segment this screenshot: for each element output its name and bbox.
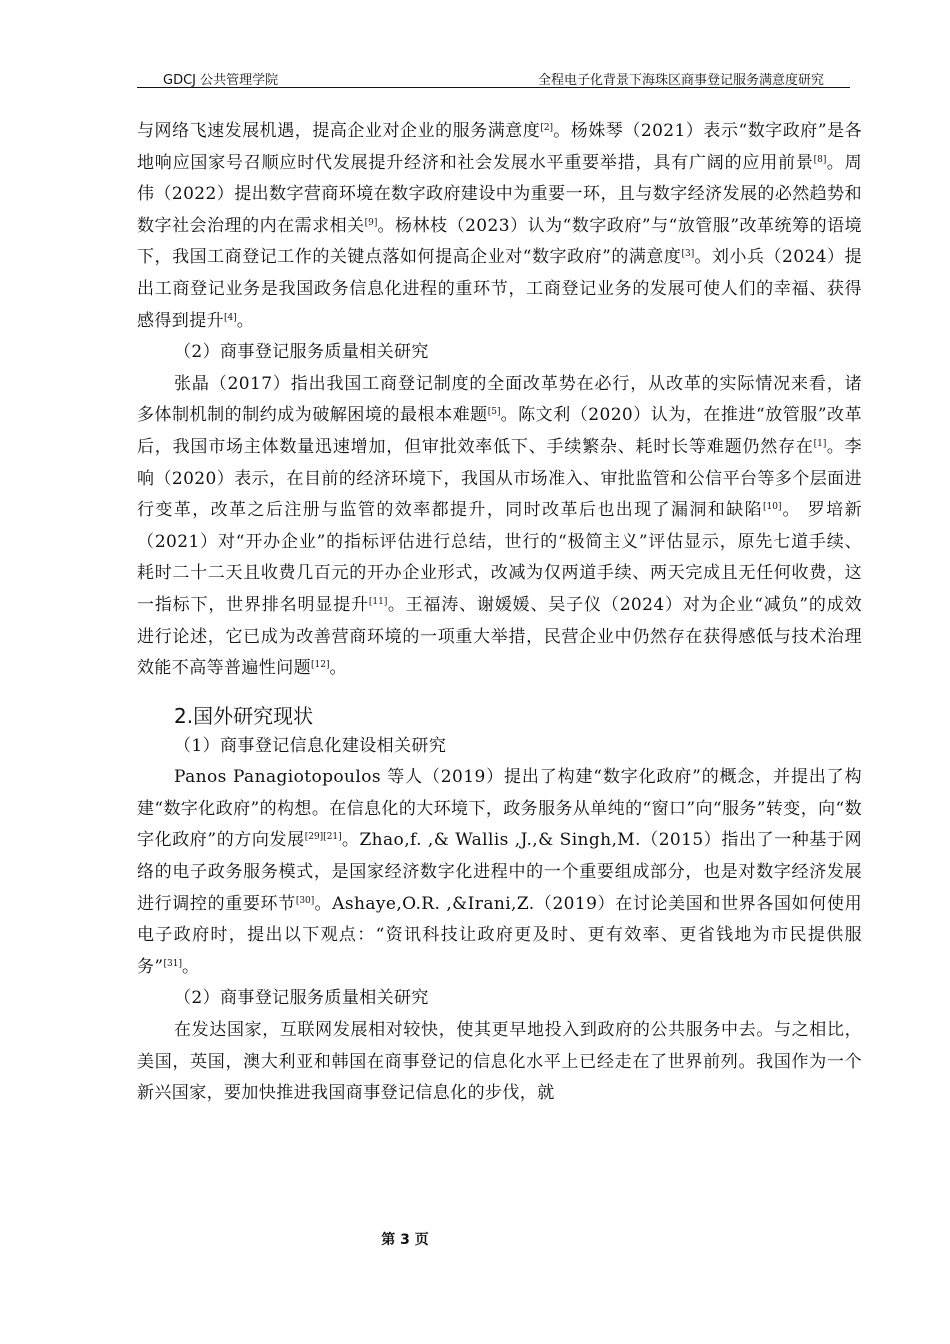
citation: [30]	[295, 895, 315, 906]
paragraph-foreign-service-quality: 在发达国家，互联网发展相对较快，使其更早地投入到政府的公共服务中去。与之相比，美国，英国，澳大利亚和韩国在商事登记的信息化水平上已经走在了世界前列。我国作为一个新兴国家，要加快推进我国商事登记信息化的步伐，就	[137, 1020, 862, 1104]
header-rule	[137, 87, 850, 88]
page-header	[137, 66, 850, 86]
text-run: 。	[236, 310, 255, 331]
subheading-domestic-service-quality: （2）商事登记服务质量相关研究	[174, 342, 429, 363]
header-institution: GDCJ 公共管理学院	[163, 73, 279, 88]
text-run: 。周伟（2022）提出数字营商环境在数字政府建设中为重要一环，且与数字经济发展的必然趋势和数字社会治理的内在需求相关	[137, 152, 862, 236]
text-run: 。	[329, 658, 347, 679]
paragraph-domestic-digital-gov	[137, 116, 862, 337]
text-run: 张晶（2017）指出我国工商登记制度的全面改革势在必行，从改革的实际情况来看，诸多体制机制的制约成为破解困境的最根本难题	[137, 373, 862, 426]
citation: [10]	[763, 502, 782, 513]
text-run: 。Ashaye,O.R. ,&Irani,Z.（2019）在讨论美国和世界各国如何使用电子政府时，提出以下观点：“资讯科技让政府更及时、更有效率、更省钱地为市民提供服务”	[137, 893, 862, 977]
subheading-foreign-informatization: （1）商事登记信息化建设相关研究	[174, 735, 447, 756]
text-run: 。陈文利（2020）认为，在推进“放管服”改革后，我国市场主体数量迅速增加，但审批效率低下、手续繁杂、耗时长等难题仍然存在	[137, 405, 862, 457]
text-run: 。杨姝琴（2021）表示“数字政府”是各地响应国家号召顺应时代发展提升经济和社会发展水平重要举措，具有广阔的应用前景	[137, 121, 862, 173]
text-run: 。李响（2020）表示，在目前的经济环境下，我国从市场准入、审批监管和公信平台等多个层面进行变革，改革之后注册与监管的效率都提升，同时改革后也出现了漏洞和缺陷	[137, 436, 862, 521]
text-run: Panos Panagiotopoulos 等人（2019）提出了构建“数字化政府”的概念，并提出了构建“数字化政府”的构想。在信息化的大环境下，政务服务从单纯的“窗口”向“服务”转变，向“数字化政府”的方向发展	[137, 767, 862, 851]
text-run: 。杨林枝（2023）认为“数字政府”与“放管服”改革统筹的语境下，我国工商登记工作的关键点落如何提高企业对“数字政府”的满意度	[137, 215, 862, 268]
page-number: 第 3 页	[381, 1232, 429, 1248]
citation: [8]	[813, 154, 827, 165]
citation: [1]	[813, 438, 827, 449]
text-run: 。Zhao,f. ,& Wallis ,J.,& Singh,M.（2015）指出了一种基于网络的电子政务服务模式，是国家经济数字化进程中的一个重要组成部分，也是对数字经济发展进行调控的重要环节	[137, 830, 862, 914]
citation: [3]	[681, 249, 695, 260]
text-run: 与网络飞速发展机遇，提高企业对企业的服务满意度	[137, 121, 541, 141]
citation: [31]	[163, 958, 182, 969]
paragraph-domestic-service-quality	[137, 369, 862, 685]
citation: [4]	[224, 312, 237, 323]
citation: [9]	[364, 217, 378, 228]
citation: [29][21]	[304, 832, 342, 843]
header-title: 全程电子化背景下海珠区商事登记服务满意度研究	[537, 73, 824, 88]
citation: [5]	[487, 407, 501, 418]
citation: [2]	[540, 123, 554, 133]
text-run: 。王福涛、谢媛媛、吴子仪（2024）对为企业“减负”的成效进行论述，它已成为改善营商环境的一项重大举措，民营企业中仍然存在获得感低与技术治理效能不高等普遍性问题	[137, 594, 862, 679]
citation: [12]	[311, 660, 330, 671]
subheading-foreign-service-quality: （2）商事登记服务质量相关研究	[174, 988, 429, 1009]
citation: [11]	[368, 596, 388, 607]
section-heading-foreign-research: 2.国外研究现状	[174, 703, 314, 728]
paragraph-foreign-informatization	[137, 762, 862, 983]
text-run: 。 罗培新（2021）对“开办企业”的指标评估进行总结，世行的“极简主义”评估显示，原先七道手续、耗时二十二天且收费几百元的开办企业形式，改减为仅两道手续、两天完成且无任何收费，这一指标下，世界排名明显提升	[137, 500, 862, 615]
page-body	[137, 116, 862, 1110]
text-run: 。刘小兵（2024）提出工商登记业务是我国政务信息化进程的重环节，工商登记业务的发展可使人们的幸福、获得感得到提升	[137, 247, 862, 331]
text-run: 。	[181, 956, 200, 977]
